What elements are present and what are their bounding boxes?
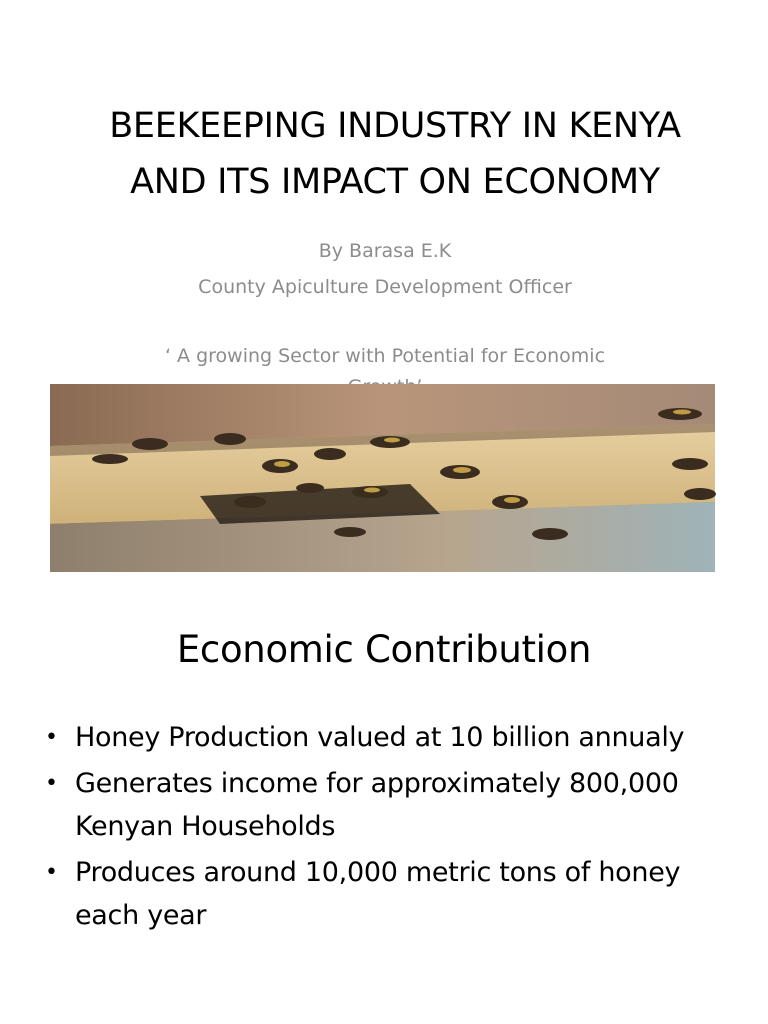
title-line-2: AND ITS IMPACT ON ECONOMY bbox=[130, 162, 660, 202]
beehive-image bbox=[50, 384, 715, 572]
role-line: County Apiculture Development Officer bbox=[198, 276, 572, 298]
bullet-icon: • bbox=[45, 725, 58, 750]
tagline bbox=[60, 341, 710, 384]
title-line-1: BEEKEEPING INDUSTRY IN KENYA bbox=[109, 106, 681, 146]
tagline-line-1: ‘ A growing Sector with Potential for Economic bbox=[164, 345, 606, 367]
slide-title bbox=[40, 98, 750, 210]
subtitle bbox=[60, 233, 710, 305]
bullet-text: Generates income for approximately 800,000 Kenyan Households bbox=[75, 768, 679, 842]
bullet-icon: • bbox=[45, 860, 58, 885]
author-line: By Barasa E.K bbox=[318, 240, 452, 262]
slide-heading: Economic Contribution bbox=[176, 628, 592, 671]
bullet-text: Produces around 10,000 metric tons of honey each year bbox=[75, 857, 681, 931]
list-item bbox=[44, 851, 734, 937]
bullet-text: Honey Production valued at 10 billion annualy bbox=[75, 722, 685, 753]
content-slide bbox=[0, 512, 768, 1024]
beehive-photo bbox=[50, 384, 715, 572]
bullet-icon: • bbox=[45, 771, 58, 796]
list-item bbox=[44, 762, 734, 848]
list-item bbox=[44, 716, 734, 759]
bullet-list bbox=[44, 716, 734, 940]
